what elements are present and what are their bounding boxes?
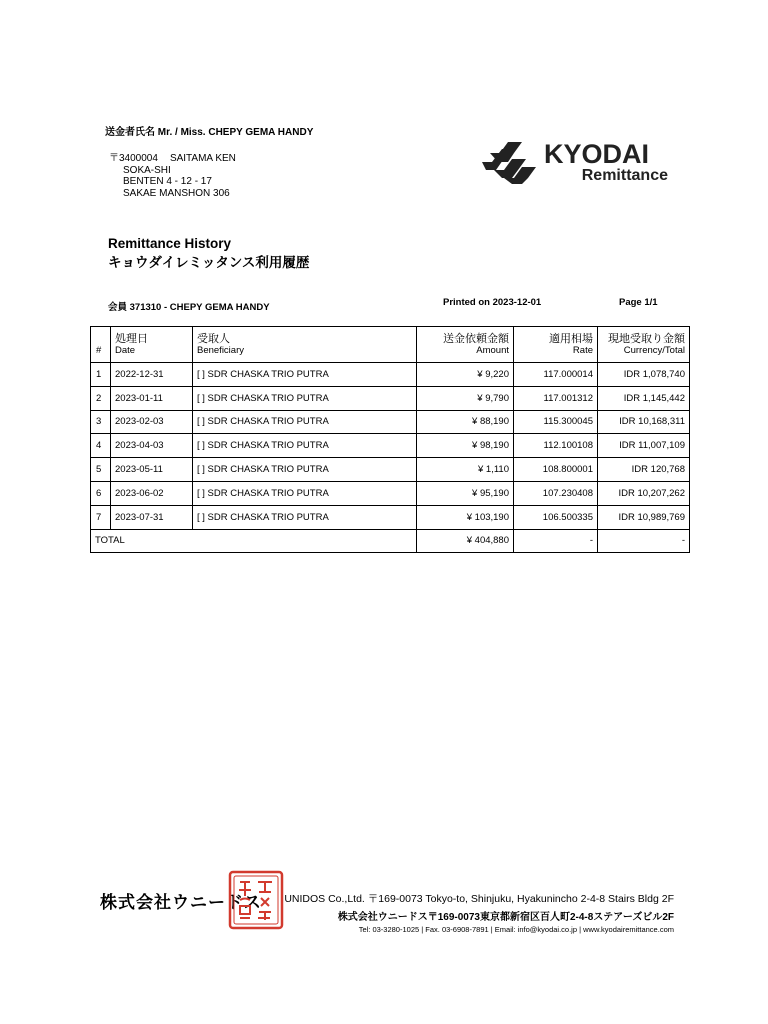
footer-info xyxy=(269,891,674,934)
header-amount-en: Amount xyxy=(476,344,509,356)
row-amount: ¥ 9,790 xyxy=(417,386,514,410)
header-rate-en: Rate xyxy=(572,344,593,356)
recipient-address xyxy=(109,153,236,199)
title-en: Remittance History xyxy=(108,236,232,251)
header-rate xyxy=(514,327,598,363)
title-jp: キョウダイレミッタンス利用履歴 xyxy=(108,255,310,270)
table-row xyxy=(91,363,690,387)
row-rate: 106.500335 xyxy=(514,505,598,529)
row-beneficiary: [ ] SDR CHASKA TRIO PUTRA xyxy=(193,434,417,458)
row-beneficiary: [ ] SDR CHASKA TRIO PUTRA xyxy=(193,386,417,410)
kyodai-remittance-logo xyxy=(482,138,676,184)
page-number: Page 1/1 xyxy=(619,297,658,308)
row-amount: ¥ 1,110 xyxy=(417,458,514,482)
row-number: 6 xyxy=(91,481,111,505)
sender-line xyxy=(105,123,313,138)
row-date: 2023-07-31 xyxy=(111,505,193,529)
row-beneficiary: [ ] SDR CHASKA TRIO PUTRA xyxy=(193,363,417,387)
row-beneficiary: [ ] SDR CHASKA TRIO PUTRA xyxy=(193,410,417,434)
row-beneficiary: [ ] SDR CHASKA TRIO PUTRA xyxy=(193,481,417,505)
table-row xyxy=(91,434,690,458)
table-row xyxy=(91,410,690,434)
printed-date: Printed on 2023-12-01 xyxy=(443,297,542,308)
total-row xyxy=(91,529,690,553)
table-row xyxy=(91,386,690,410)
logo-brand-text: KYODAI xyxy=(544,139,650,169)
address-line-2: SOKA-SHI xyxy=(123,164,171,176)
row-rate: 107.230408 xyxy=(514,481,598,505)
row-beneficiary: [ ] SDR CHASKA TRIO PUTRA xyxy=(193,505,417,529)
row-number: 3 xyxy=(91,410,111,434)
header-beneficiary-en: Beneficiary xyxy=(197,344,244,356)
row-number: 4 xyxy=(91,434,111,458)
row-total: IDR 10,168,311 xyxy=(598,410,690,434)
row-number: 2 xyxy=(91,386,111,410)
postal-code: 〒3400004 xyxy=(109,153,158,164)
row-beneficiary: [ ] SDR CHASKA TRIO PUTRA xyxy=(193,458,417,482)
document-title xyxy=(108,234,309,272)
row-rate: 115.300045 xyxy=(514,410,598,434)
row-total: IDR 1,145,442 xyxy=(598,386,690,410)
stripes-mark-icon xyxy=(482,142,536,184)
address-line-1: SAITAMA KEN xyxy=(169,153,236,164)
row-amount: ¥ 98,190 xyxy=(417,434,514,458)
header-date xyxy=(111,327,193,363)
row-total: IDR 10,207,262 xyxy=(598,481,690,505)
row-date: 2023-06-02 xyxy=(111,481,193,505)
header-hash: # xyxy=(91,327,111,363)
row-date: 2022-12-31 xyxy=(111,363,193,387)
row-rate: 108.800001 xyxy=(514,458,598,482)
row-date: 2023-05-11 xyxy=(111,458,193,482)
remittance-history-table xyxy=(90,326,690,553)
row-amount: ¥ 103,190 xyxy=(417,505,514,529)
header-amount-jp: 送金依頼金額 xyxy=(443,332,509,345)
row-amount: ¥ 88,190 xyxy=(417,410,514,434)
footer-address-en: UNIDOS Co.,Ltd. 〒169-0073 Tokyo-to, Shinjuku, Hyakunincho 2-4-8 Stairs Bldg 2F xyxy=(284,893,674,905)
row-total: IDR 1,078,740 xyxy=(598,363,690,387)
table-header-row xyxy=(91,327,690,363)
row-rate: 117.000014 xyxy=(514,363,598,387)
footer-address-jp: 株式会社ウニードス〒169-0073東京都新宿区百人町2-4-8ステアーズビル2F xyxy=(337,912,674,923)
row-rate: 112.100108 xyxy=(514,434,598,458)
row-amount: ¥ 95,190 xyxy=(417,481,514,505)
header-date-en: Date xyxy=(115,344,136,356)
row-total: IDR 10,989,769 xyxy=(598,505,690,529)
header-beneficiary-jp: 受取人 xyxy=(197,332,230,345)
header-beneficiary xyxy=(193,327,417,363)
row-date: 2023-04-03 xyxy=(111,434,193,458)
row-amount: ¥ 9,220 xyxy=(417,363,514,387)
sender-label: 送金者氏名 xyxy=(105,127,155,138)
header-rate-jp: 適用相場 xyxy=(549,332,593,345)
logo-sub-text: Remittance xyxy=(581,167,668,184)
address-line-3: BENTEN 4 - 12 - 17 xyxy=(123,176,212,187)
total-rate: - xyxy=(514,529,598,553)
header-total-en: Currency/Total xyxy=(623,344,685,356)
table-row xyxy=(91,481,690,505)
header-date-jp: 処理日 xyxy=(115,332,148,345)
footer-company-name: 株式会社ウニードス xyxy=(100,893,262,912)
row-number: 7 xyxy=(91,505,111,529)
header-total-jp: 現地受取り金額 xyxy=(608,332,685,345)
row-total: IDR 11,007,109 xyxy=(598,434,690,458)
address-line-4: SAKAE MANSHON 306 xyxy=(123,187,230,199)
footer-contact: Tel: 03-3280-1025 | Fax. 03-6908-7891 | Email: info@kyodai.co.jp | www.kyodairemittance.com xyxy=(358,925,674,934)
row-number: 1 xyxy=(91,363,111,387)
row-total: IDR 120,768 xyxy=(598,458,690,482)
member-line: 会員 371310 - CHEPY GEMA HANDY xyxy=(108,302,270,313)
row-date: 2023-02-03 xyxy=(111,410,193,434)
total-currency: - xyxy=(598,529,690,553)
row-rate: 117.001312 xyxy=(514,386,598,410)
table-row xyxy=(91,505,690,529)
header-total xyxy=(598,327,690,363)
total-label: TOTAL xyxy=(91,529,417,553)
table-row xyxy=(91,458,690,482)
row-number: 5 xyxy=(91,458,111,482)
sender-name: Mr. / Miss. CHEPY GEMA HANDY xyxy=(157,127,314,138)
row-date: 2023-01-11 xyxy=(111,386,193,410)
total-amount: ¥ 404,880 xyxy=(417,529,514,553)
header-amount xyxy=(417,327,514,363)
